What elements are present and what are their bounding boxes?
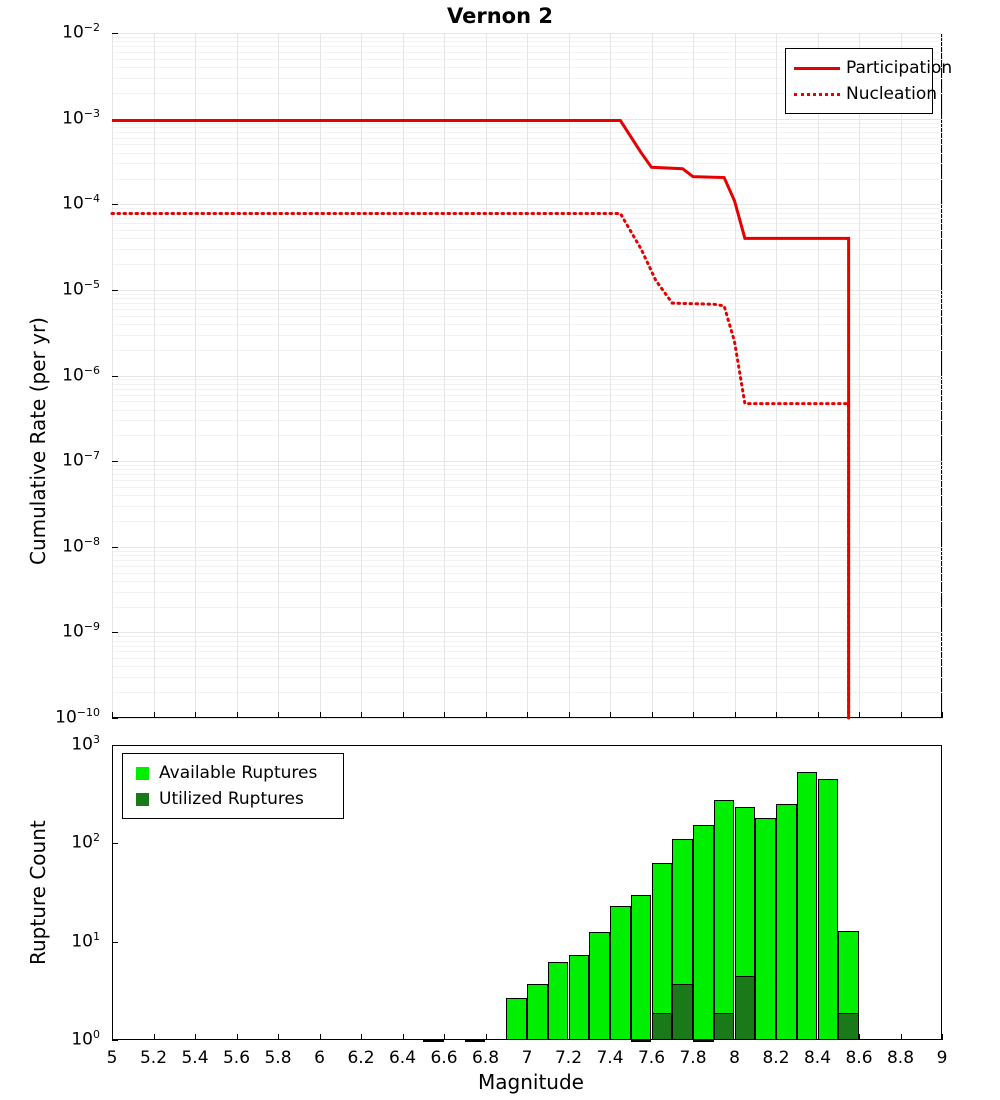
top-y-axis-label: Cumulative Rate (per yr): [26, 317, 50, 565]
x-tick-label: 5.8: [264, 1048, 292, 1068]
bar-utilized-rupture: [631, 1040, 652, 1042]
x-tick-label: 6.8: [471, 1048, 500, 1068]
x-tick: [154, 1034, 155, 1040]
y-tick-label: $10^{-3}$: [62, 106, 100, 129]
y-tick-label: $10^{-10}$: [55, 706, 100, 728]
bar-available-rupture: [693, 825, 714, 1040]
gridline: [942, 33, 943, 718]
cumulative-rate-curves: [112, 33, 942, 718]
x-tick: [361, 1034, 362, 1040]
bar-available-rupture: [465, 1040, 486, 1042]
y-tick-label: $10^2$: [71, 831, 100, 853]
bar-available-rupture: [776, 804, 797, 1040]
legend-item-nucleation: [794, 81, 938, 107]
x-tick-label: 7.2: [554, 1048, 583, 1068]
y-tick-label: $10^0$: [71, 1028, 100, 1050]
x-tick-label: 8.4: [803, 1048, 832, 1068]
y-tick-label: $10^{-9}$: [62, 620, 100, 643]
bar-available-rupture: [818, 779, 839, 1040]
bar-available-rupture: [589, 932, 610, 1040]
x-tick-label: 7.4: [596, 1048, 624, 1068]
bar-available-rupture: [506, 998, 527, 1040]
dotted-line-icon: [794, 93, 840, 96]
x-tick-label: 7.6: [637, 1048, 666, 1068]
series-nucleation: [112, 213, 849, 718]
x-tick-label: 5: [106, 1048, 118, 1068]
x-tick-label: 6.4: [388, 1048, 417, 1068]
y-tick-label: $10^{-7}$: [62, 449, 100, 471]
bottom-y-axis-label: Rupture Count: [26, 820, 50, 965]
x-tick-label: 6.6: [430, 1048, 458, 1068]
x-tick: [942, 712, 943, 718]
x-tick-label: 5.6: [222, 1048, 251, 1068]
x-tick-label: 6: [314, 1048, 325, 1068]
bar-available-rupture: [527, 984, 548, 1040]
x-tick-label: 8: [729, 1048, 740, 1068]
x-tick-label: 5.2: [139, 1048, 168, 1068]
y-tick-label: $10^1$: [71, 929, 100, 952]
y-tick: [112, 718, 118, 719]
bar-utilized-rupture: [838, 1013, 859, 1040]
y-tick: [112, 745, 118, 746]
x-tick-label: 6.2: [347, 1048, 375, 1068]
y-tick-label: $10^{-4}$: [62, 192, 100, 214]
bar-utilized-rupture: [693, 1040, 714, 1042]
x-tick-label: 7: [521, 1048, 533, 1068]
bar-utilized-rupture: [652, 1013, 673, 1040]
x-tick: [942, 1034, 943, 1040]
page-title: Vernon 2: [447, 4, 553, 28]
x-tick: [403, 1034, 404, 1040]
bar-utilized-rupture: [672, 984, 693, 1040]
bar-available-rupture: [548, 962, 569, 1040]
x-tick: [278, 1034, 279, 1040]
cumulative-rate-plot-layer: [55, 21, 942, 728]
legend-item-available-ruptures: [131, 760, 333, 786]
legend-label: Participation: [846, 58, 953, 78]
y-tick-label: $10^{-6}$: [62, 363, 100, 386]
legend-label: Available Ruptures: [159, 763, 318, 783]
x-tick: [320, 1034, 321, 1040]
x-tick: [859, 1034, 860, 1040]
bar-available-rupture: [755, 818, 776, 1040]
y-tick-label: $10^{-5}$: [62, 277, 100, 300]
bar-available-rupture: [797, 772, 818, 1040]
x-tick-label: 9: [936, 1048, 948, 1068]
x-tick-label: 5.4: [181, 1048, 209, 1068]
bar-available-rupture: [631, 895, 652, 1040]
x-tick-label: 8.6: [845, 1048, 873, 1068]
legend-label: Utilized Ruptures: [159, 789, 304, 809]
bar-available-rupture: [714, 800, 735, 1040]
bar-available-rupture: [610, 906, 631, 1040]
y-tick-label: $10^3$: [71, 733, 100, 755]
y-tick: [112, 942, 118, 943]
x-tick: [901, 1034, 902, 1040]
bar-available-rupture: [569, 955, 590, 1041]
gridline: [112, 718, 942, 719]
solid-line-icon: [794, 67, 840, 70]
x-tick: [237, 1034, 238, 1040]
bar-utilized-rupture: [714, 1013, 735, 1040]
legend-item-utilized-ruptures: [131, 786, 333, 812]
dark-green-box-icon: [131, 793, 153, 806]
y-tick-label: $10^{-8}$: [62, 534, 100, 557]
bar-available-rupture: [423, 1040, 444, 1042]
x-tick-label: 7.8: [679, 1048, 707, 1068]
bar-utilized-rupture: [735, 976, 756, 1040]
bottom-legend: [122, 753, 344, 819]
y-tick-label: $10^{-2}$: [62, 21, 100, 43]
x-tick-label: 8.2: [762, 1048, 790, 1068]
series-participation: [112, 121, 849, 718]
y-tick: [112, 1040, 118, 1041]
green-box-icon: [131, 767, 153, 780]
x-tick: [444, 1034, 445, 1040]
x-tick: [195, 1034, 196, 1040]
top-legend: [785, 48, 953, 114]
x-axis-label: Magnitude: [478, 1070, 584, 1094]
legend-item-participation: [794, 55, 953, 81]
x-tick: [486, 1034, 487, 1040]
y-tick: [112, 843, 118, 844]
x-tick-label: 8.8: [886, 1048, 915, 1068]
legend-label: Nucleation: [846, 84, 938, 104]
x-tick: [112, 1034, 113, 1040]
